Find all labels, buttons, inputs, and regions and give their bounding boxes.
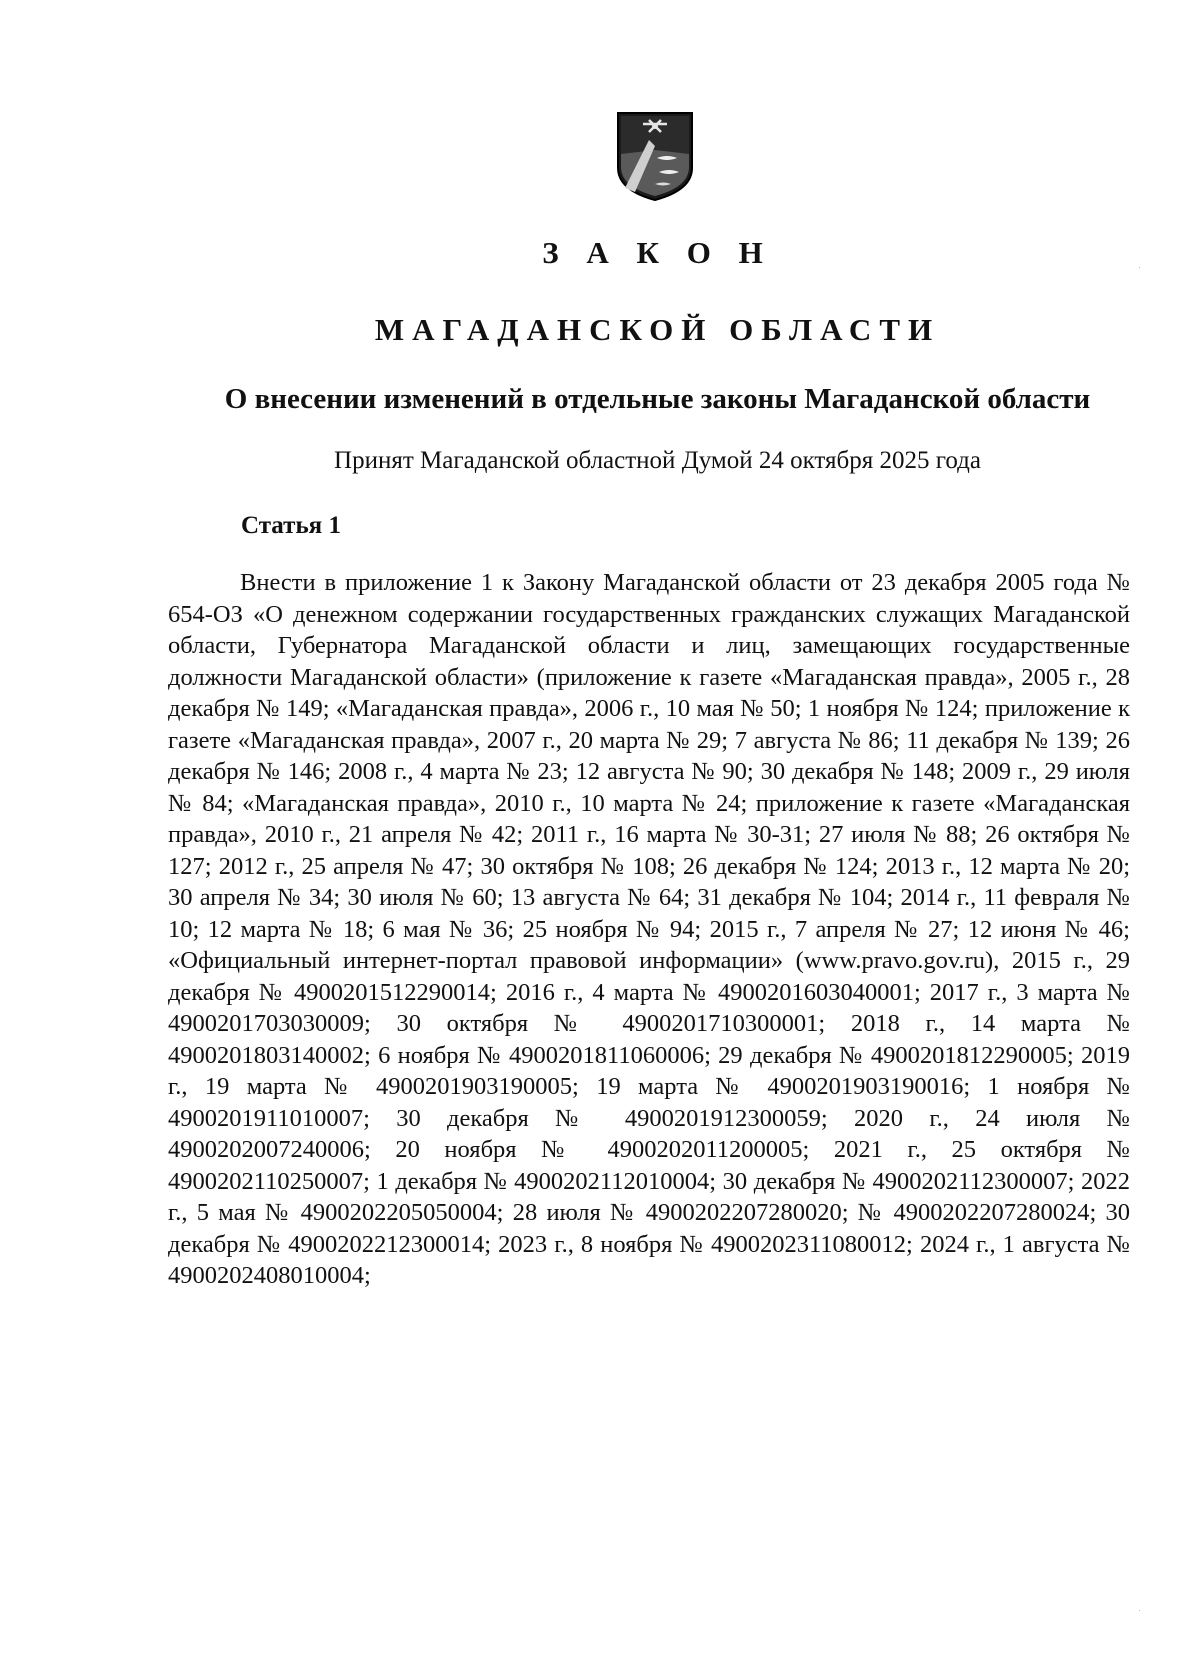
adoption-line: Принят Магаданской областной Думой 24 октября 2025 года [334,447,981,474]
law-subject: О внесении изменений в отдельные законы Магаданской области [224,383,1091,415]
coat-of-arms-icon [615,110,695,202]
article-heading: Статья 1 [241,512,341,539]
scan-artifact [1139,267,1140,268]
region-title: МАГАДАНСКОЙ ОБЛАСТИ [374,312,941,347]
law-title: З А К О Н [542,235,773,270]
scan-artifact [1139,1610,1140,1611]
article-body: Внести в приложение 1 к Закону Магаданской области от 23 декабря 2005 года № 654-ОЗ «О денежном содержании государственных гражданских служащих Магаданской области, Губернатора Магаданской области и лиц, замещающих государственные должности Магаданской области» (приложение к газете «Магаданская правда», 2005 г., 28 декабря № 149; «Магаданская правда», 2006 г., 10 мая № 50; 1 ноября № 124; приложение к газете «Магаданская правда», 2007 г., 20 марта № 29; 7 августа № 86; 11 декабря № 139; 26 декабря № 146; 2008 г., 4 марта № 23; 12 августа № 90; 30 декабря № 148; 2009 г., 29 июля № 84; «Магаданская правда», 2010 г., 10 марта № 24; приложение к газете «Магаданская правда», 2010 г., 21 апреля № 42; 2011 г., 16 марта № 30-31; 27 июля № 88; 26 октября № 127; 2012 г., 25 апреля № 47; 30 октября № 108; 26 декабря № 124; 2013 г., 12 марта № 20; 30 апреля № 34; 30 июля № 60; 13 августа № 64; 31 декабря № 104; 2014 г., 11 февраля № 10; 12 марта № 18; 6 мая № 36; 25 ноября № 94; 2015 г., 7 апреля № 27; 12 июня № 46; «Официальный интернет-портал правовой информации» (www.pravo.gov.ru), 2015 г., 29 декабря № 4900201512290014; 2016 г., 4 марта № 4900201603040001; 2017 г., 3 марта № 4900201703030009; 30 октября № 4900201710300001; 2018 г., 14 марта № 4900201803140002; 6 ноября № 4900201811060006; 29 декабря № 4900201812290005; 2019 г., 19 марта № 4900201903190005; 19 марта № 4900201903190016; 1 ноября № 4900201911010007; 30 декабря № 4900201912300059; 2020 г., 24 июля № 4900202007240006; 20 ноября № 4900202011200005; 2021 г., 25 октября № 4900202110250007; 1 декабря № 4900202112010004; 30 декабря № 4900202112300007; 2022 г., 5 мая № 4900202205050004; 28 июля № 4900202207280020; № 4900202207280024; 30 декабря № 4900202212300014; 2023 г., 8 ноября № 4900202311080012; 2024 г., 1 августа № 4900202408010004; [168,569,1130,1289]
